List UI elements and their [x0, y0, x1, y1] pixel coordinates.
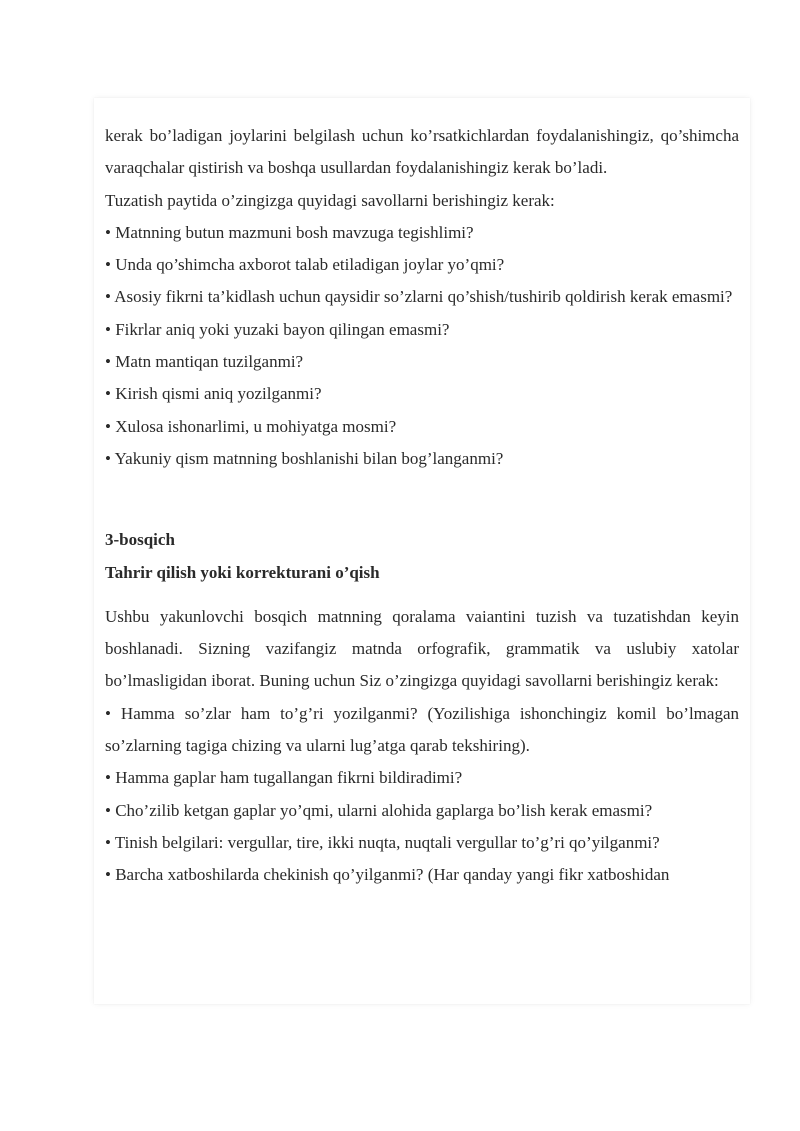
document-page [94, 98, 750, 1004]
edit-question: • Hamma gaplar ham tugallangan fikrni bildiradimi? [105, 768, 463, 788]
review-question: • Kirish qismi aniq yozilganmi? [105, 384, 322, 404]
edit-question: • Cho’zilib ketgan gaplar yo’qmi, ularni alohida gaplarga bo’lish kerak emasmi? [105, 800, 653, 820]
review-question: • Matnning butun mazmuni bosh mavzuga tegishlimi? [105, 222, 474, 242]
review-question: • Asosiy fikrni ta’kidlash uchun qaysidir so’zlarni qo’shish/tushirib qoldirish kerak emasmi? [105, 287, 733, 307]
section-paragraph: Ushbu yakunlovchi bosqich matnning qoralama vaiantini tuzish va tuzatishdan keyin boshlanadi. Sizning vazifangiz matnda orfografik, grammatik va uslubiy xatolar bo’lmasligidan iborat. Buning uchun Siz o’zingizga quyidagi savollarni berishingiz kerak: [105, 606, 739, 691]
section-title: Tahrir qilish yoki korrekturani o’qish [105, 562, 380, 582]
heading-spacer [105, 589, 739, 601]
intro-paragraph: kerak bo’ladigan joylarini belgilash uchun ko’rsatkichlardan foydalanishingiz, qo’shimcha varaqchalar qistirish va boshqa usullardan foydalanishingiz kerak bo’ladi. [105, 126, 739, 178]
section-number: 3-bosqich [105, 530, 175, 550]
review-question: • Yakuniy qism matnning boshlanishi bilan bog’langanmi? [105, 448, 504, 468]
review-question: • Unda qo’shimcha axborot talab etiladigan joylar yo’qmi? [105, 255, 505, 275]
review-question: • Xulosa ishonarlimi, u mohiyatga mosmi? [105, 416, 397, 436]
questions-intro: Tuzatish paytida o’zingizga quyidagi savollarni berishingiz kerak: [105, 190, 555, 210]
document-content [105, 120, 739, 892]
section-spacer [105, 475, 739, 524]
edit-question: • Hamma so’zlar ham to’g’ri yozilganmi? (Yozilishiga ishonchingiz komil bo’lmagan so’zlarning tagiga chizing va ularni lug’atga qarab tekshiring). [105, 703, 739, 756]
review-question: • Matn mantiqan tuzilganmi? [105, 352, 304, 372]
review-question: • Fikrlar aniq yoki yuzaki bayon qilingan emasmi? [105, 319, 450, 339]
edit-question: • Barcha xatboshilarda chekinish qo’yilganmi? (Har qanday yangi fikr xatboshidan [105, 865, 670, 885]
edit-question: • Tinish belgilari: vergullar, tire, ikki nuqta, nuqtali vergullar to’g’ri qo’yilganmi? [105, 832, 660, 852]
